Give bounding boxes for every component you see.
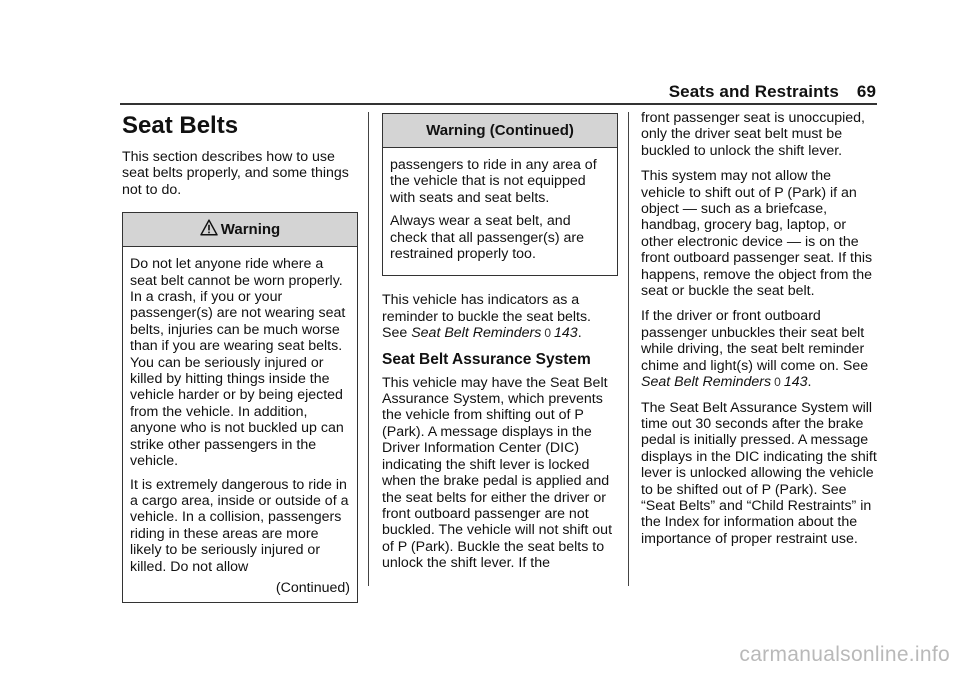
cross-reference-page[interactable]: 143 (783, 374, 808, 391)
page-ref-arrow-icon: 0 (774, 375, 781, 390)
body-paragraph: The Seat Belt Assurance System will time out 30 seconds after the brake pedal is initially pressed. A message displays in the DIC indicating the shift lever is unlocked allowing the vehicle to be shifted out of P (Park). See “Seat Belts” and “Child Restraints” in the Index for information about the importance of proper restraint use. (641, 399, 877, 547)
punctuation: . (577, 325, 582, 342)
paragraph-text: This vehicle has indicators as a reminder to buckle the seat belts. See (382, 292, 591, 342)
indicators-paragraph (382, 292, 618, 341)
column-2 (382, 113, 618, 581)
warning-paragraph: It is extremely dangerous to ride in a cargo area, inside or outside of a vehicle. In a collision, passengers riding in these areas are more likely to be seriously injured or killed. Do not allow (130, 476, 349, 575)
warning-body (383, 148, 617, 275)
warning-header (123, 213, 357, 247)
page-header (640, 82, 876, 102)
body-paragraph: front passenger seat is unoccupied, only the driver seat belt must be buckled to unlock the shift lever. (641, 110, 865, 159)
page-number: 69 (856, 82, 876, 101)
warning-paragraph: passengers to ride in any area of the vehicle that is not equipped with seats and seat belts. (390, 157, 597, 206)
paragraph-text: If the driver or front outboard passenger unbuckles their seat belt while driving, the seat belt reminder chime and light(s) will come on. See (641, 308, 869, 374)
warning-box (122, 212, 358, 603)
column-3 (641, 110, 877, 556)
section-title: Seats and Restraints (668, 82, 839, 101)
continued-label: (Continued) (275, 579, 350, 596)
warning-paragraph: Do not let anyone ride where a seat belt cannot be worn properly. In a crash, if you or your passenger(s) are not wearing seat belts, injuries can be much worse than if you are wearing seat belts. You can be seriously injured or killed by hitting things inside the vehicle harder or by being ejected from the vehicle. In addition, anyone who is not buckled up can strike other passengers in the vehicle. (130, 256, 346, 470)
watermark: carmanualsonline.info (739, 643, 950, 666)
warning-triangle-icon (200, 215, 218, 248)
body-paragraph (641, 308, 877, 390)
cross-reference-page[interactable]: 143 (554, 325, 578, 342)
cross-reference-link[interactable]: Seat Belt Reminders (411, 325, 542, 342)
page-title: Seat Belts (122, 112, 239, 139)
body-paragraph: This vehicle may have the Seat Belt Assurance System, which prevents the vehicle from shifting out of P (Park). A message displays in the Driver Information Center (DIC) indicating the shift lever is locked when the brake pedal is applied and the seat belts for either the driver or front outboard passenger are not buckled. The vehicle will not shift out of P (Park). Buckle the seat belts to unlock the shift lever. If the (382, 374, 613, 572)
body-paragraph: This system may not allow the vehicle to shift out of P (Park) if an object — such as a briefcase, handbag, grocery bag, laptop, or other electronic device — is on the front outboard passenger seat. If this happens, remove the object from the seat or buckle the seat belt. (641, 168, 873, 300)
column-divider (628, 112, 629, 586)
warning-paragraph: Always wear a seat belt, and check that all passenger(s) are restrained properly too. (390, 213, 584, 263)
warning-body (123, 247, 357, 602)
intro-paragraph: This section describes how to use seat belts properly, and some things not to do. (122, 149, 349, 198)
punctuation: . (807, 374, 812, 391)
column-1 (122, 110, 358, 603)
header-rule (120, 103, 877, 105)
subheading: Seat Belt Assurance System (382, 350, 591, 368)
warning-title: Warning (220, 221, 281, 239)
page-ref-arrow-icon: 0 (544, 326, 552, 341)
column-divider (368, 112, 369, 586)
warning-box-continued (382, 113, 618, 276)
cross-reference-link[interactable]: Seat Belt Reminders (641, 374, 772, 391)
warning-header: Warning (Continued) (383, 114, 617, 148)
